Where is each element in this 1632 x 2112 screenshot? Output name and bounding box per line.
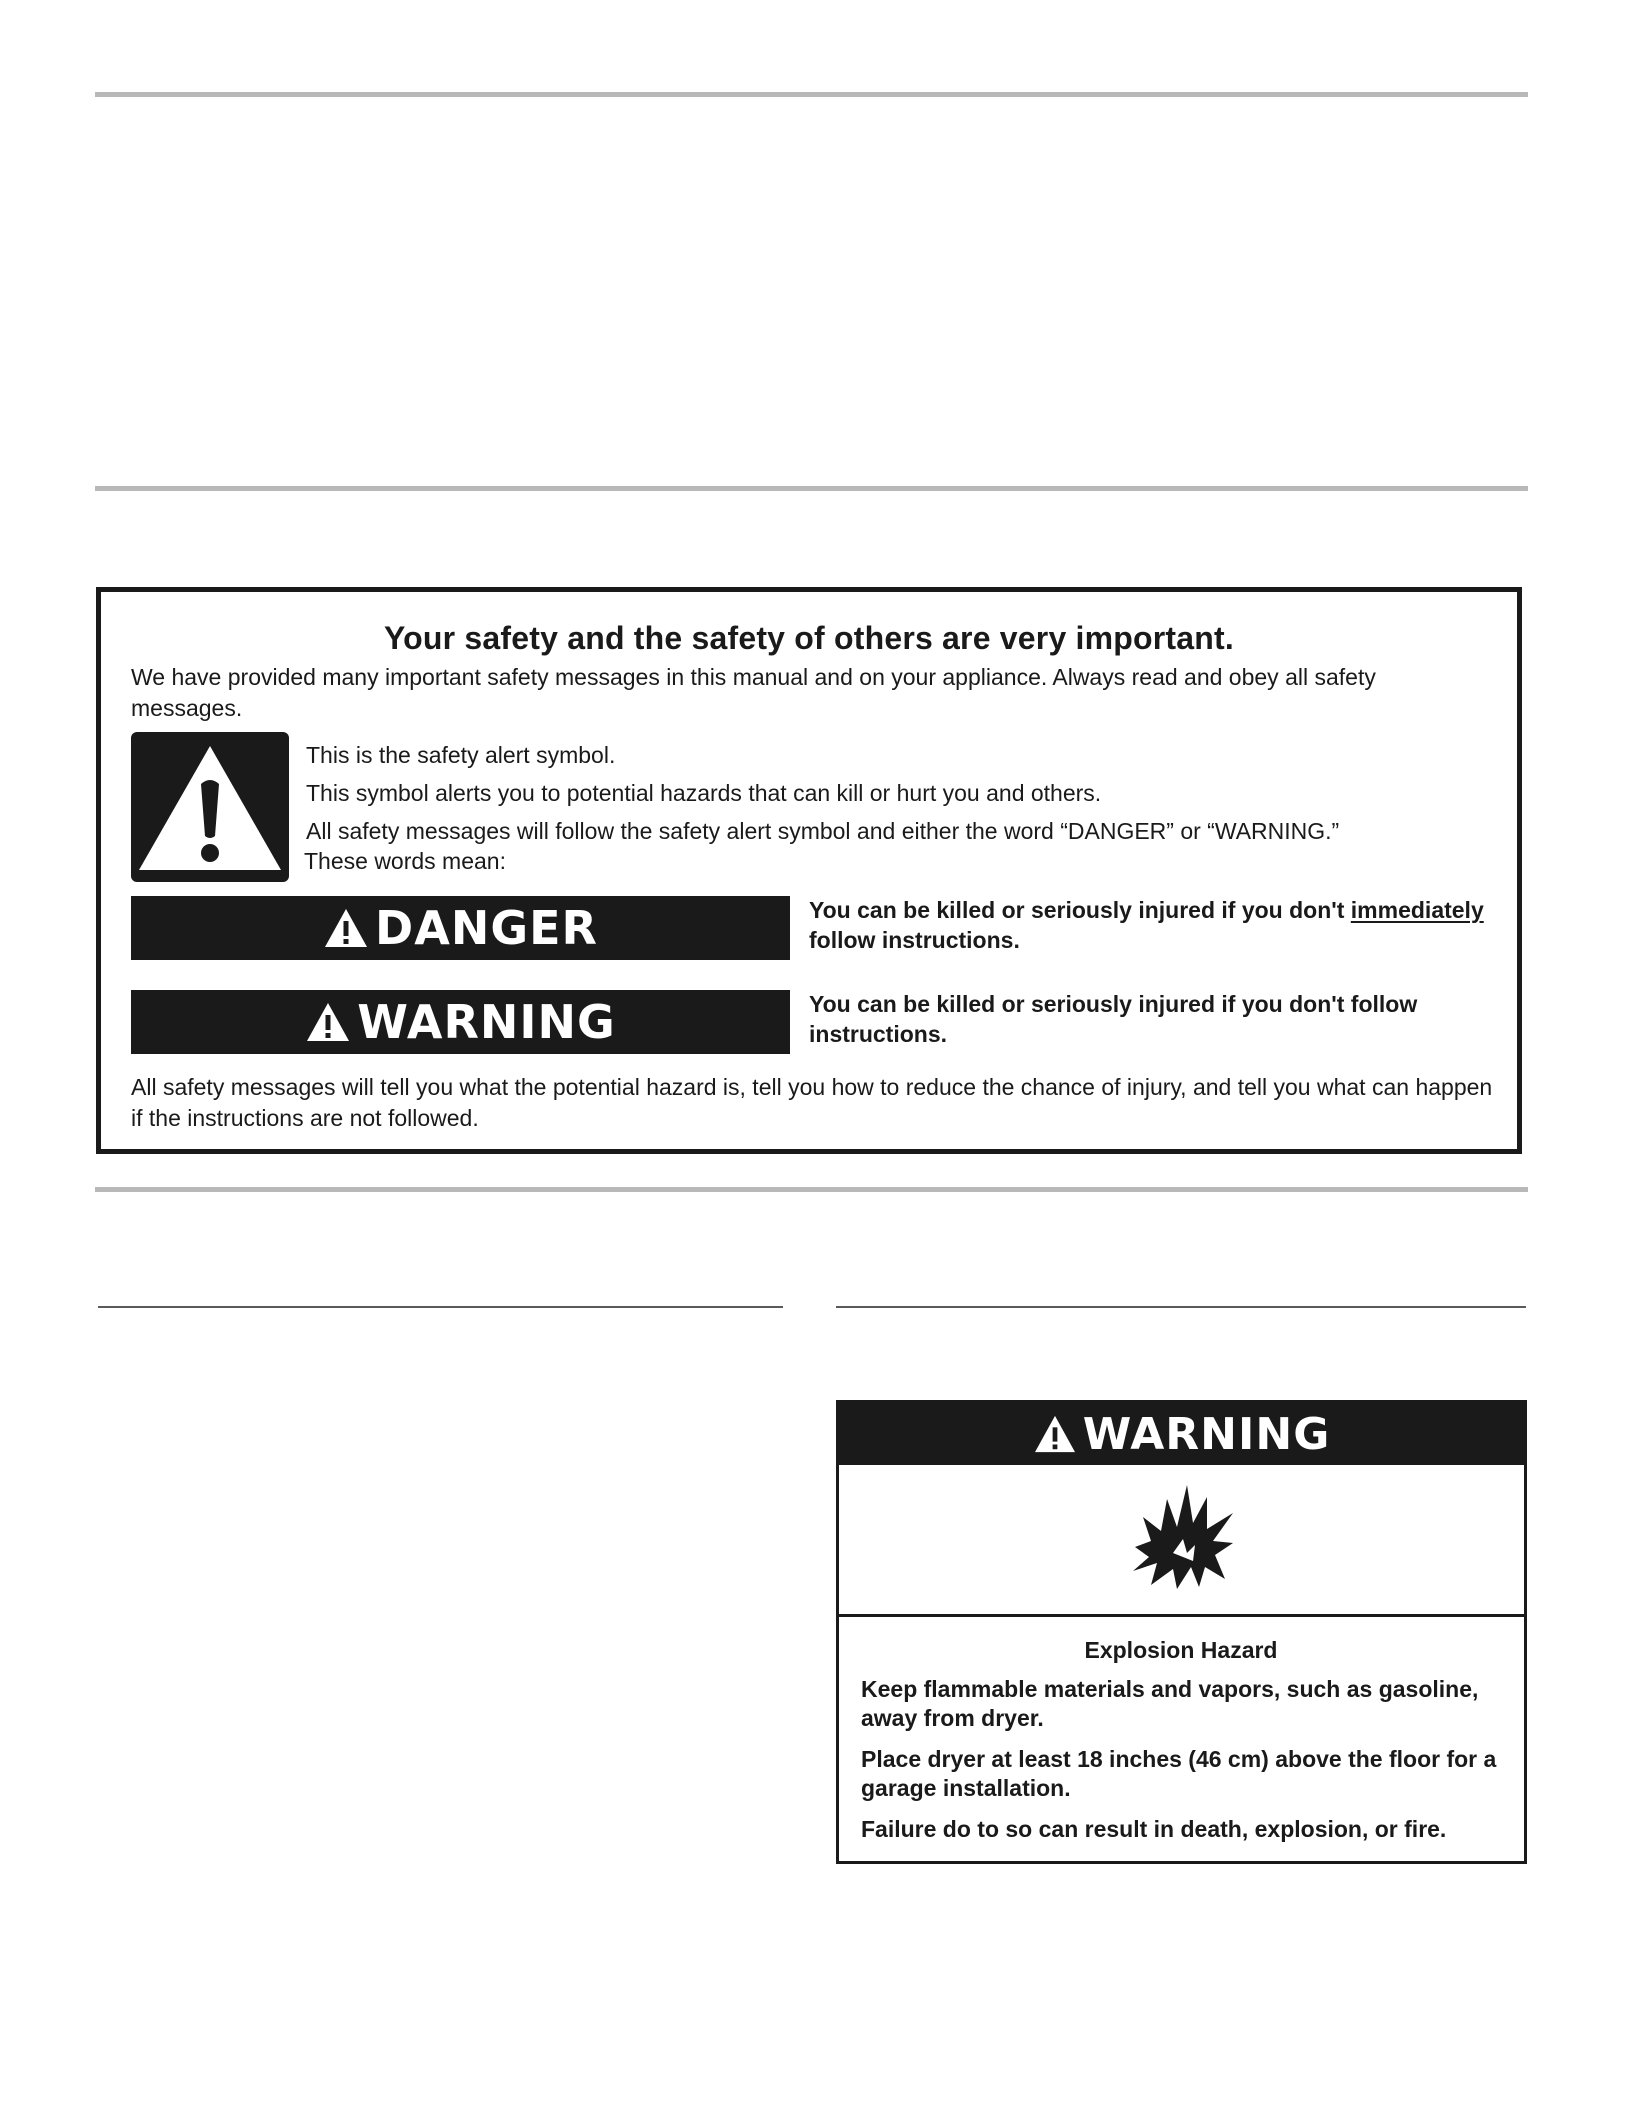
danger-emphasis: immediately bbox=[1350, 897, 1484, 923]
alert-line: This symbol alerts you to potential hazards that can kill or hurt you and others. bbox=[306, 780, 1102, 806]
warning-paragraph: Failure do to so can result in death, explosion, or fire. bbox=[861, 1816, 1447, 1842]
warning-alert-icon bbox=[1033, 1414, 1077, 1454]
explosion-icon-panel bbox=[839, 1465, 1524, 1617]
hazard-title: Explosion Hazard bbox=[1084, 1637, 1278, 1663]
danger-label: DANGER bbox=[375, 901, 598, 955]
danger-meaning bbox=[809, 895, 1509, 955]
section-rule-lower bbox=[95, 1187, 1528, 1192]
safety-information-box bbox=[96, 587, 1522, 1154]
warning-paragraph: Keep flammable materials and vapors, such as gasoline, away from dryer. bbox=[861, 1676, 1479, 1731]
left-column-rule bbox=[98, 1306, 783, 1308]
safety-footer: All safety messages will tell you what the potential hazard is, tell you how to reduce the chance of injury, and tell you what can happen if the instructions are not followed. bbox=[131, 1074, 1493, 1131]
safety-intro: We have provided many important safety messages in this manual and on your appliance. Always read and obey all safety messages. bbox=[131, 664, 1376, 721]
alert-line: This is the safety alert symbol. bbox=[306, 742, 616, 768]
alert-line: These words mean: bbox=[304, 848, 506, 874]
warning-label: WARNING bbox=[357, 995, 616, 1049]
warning-header bbox=[839, 1403, 1524, 1465]
alert-line: All safety messages will follow the safety alert symbol and either the word “DANGER” or “WARNING.” bbox=[306, 818, 1340, 844]
explosion-icon bbox=[1129, 1483, 1241, 1595]
danger-signal-bar bbox=[131, 896, 790, 960]
safety-alert-triangle-icon bbox=[131, 732, 289, 882]
warning-body bbox=[861, 1635, 1501, 1856]
warning-paragraph: Place dryer at least 18 inches (46 cm) above the floor for a garage installation. bbox=[861, 1746, 1497, 1801]
danger-meaning-text-end: follow instructions. bbox=[809, 927, 1020, 953]
safety-title: Your safety and the safety of others are very important. bbox=[384, 620, 1234, 656]
explosion-warning-box bbox=[836, 1400, 1527, 1864]
alert-symbol-explanation bbox=[306, 740, 1486, 884]
top-rule bbox=[95, 92, 1528, 97]
warning-meaning: You can be killed or seriously injured if you don't follow instructions. bbox=[809, 991, 1418, 1047]
danger-alert-icon bbox=[323, 907, 369, 949]
warning-header-label: WARNING bbox=[1082, 1408, 1331, 1460]
right-column-rule bbox=[836, 1306, 1526, 1308]
warning-alert-icon bbox=[305, 1001, 351, 1043]
section-rule bbox=[95, 486, 1528, 491]
danger-meaning-text: You can be killed or seriously injured if you don't bbox=[809, 897, 1351, 923]
warning-signal-bar bbox=[131, 990, 790, 1054]
